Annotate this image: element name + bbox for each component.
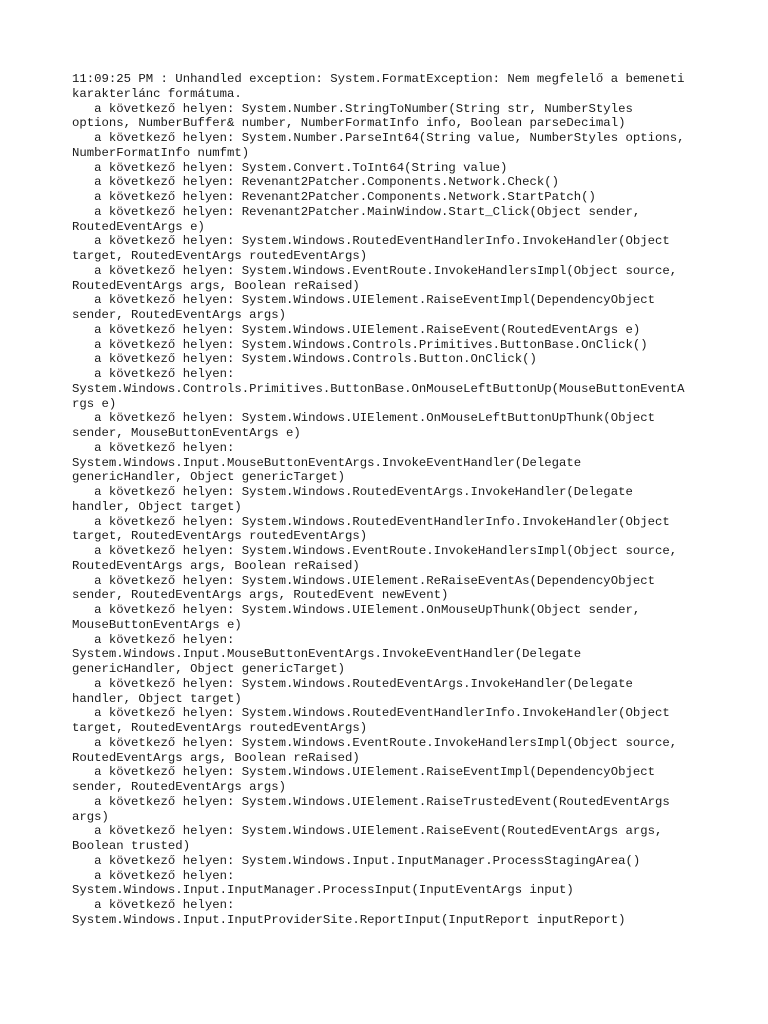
log-line: a következő helyen: Revenant2Patcher.Components.Network.StartPatch() xyxy=(72,190,596,204)
log-line: a következő helyen: xyxy=(72,632,235,647)
log-line: System.Windows.Input.InputProviderSite.ReportInput(InputReport inputReport) xyxy=(72,912,626,927)
log-line: a következő helyen: xyxy=(72,898,235,912)
log-line: a következő helyen: System.Convert.ToInt64(String value) xyxy=(72,160,508,175)
log-line: a következő helyen: System.Windows.UIElement.RaiseTrustedEvent(RoutedEventArgs xyxy=(72,794,670,809)
log-line: a következő helyen: System.Windows.UIElement.RaiseEventImpl(DependencyObject xyxy=(72,765,655,780)
log-line: a következő helyen: System.Windows.RoutedEventHandlerInfo.InvokeHandler(Object xyxy=(72,706,670,721)
log-line: RoutedEventArgs args, Boolean reRaised) xyxy=(72,558,360,573)
log-line: a következő helyen: System.Windows.Controls.Button.OnClick() xyxy=(72,352,537,367)
log-line: a következő helyen: System.Windows.EventRoute.InvokeHandlersImpl(Object source, xyxy=(72,544,678,558)
document-page xyxy=(72,72,712,928)
log-line: NumberFormatInfo numfmt) xyxy=(72,145,250,160)
log-line: a következő helyen: System.Windows.UIElement.ReRaiseEventAs(DependencyObject xyxy=(72,573,655,588)
log-line: sender, RoutedEventArgs args) xyxy=(72,780,287,794)
log-line: a következő helyen: Revenant2Patcher.MainWindow.Start_Click(Object sender, xyxy=(72,204,641,219)
log-line: System.Windows.Input.MouseButtonEventArgs.InvokeEventHandler(Delegate xyxy=(72,647,582,662)
log-line: a következő helyen: System.Windows.UIElement.RaiseEvent(RoutedEventArgs args, xyxy=(72,824,663,839)
log-line: target, RoutedEventArgs routedEventArgs) xyxy=(72,721,368,735)
log-line: genericHandler, Object genericTarget) xyxy=(72,662,346,676)
log-line: handler, Object target) xyxy=(72,691,242,706)
log-line: handler, Object target) xyxy=(72,499,242,514)
log-line: a következő helyen: System.Number.ParseInt64(String value, NumberStyles options, xyxy=(72,131,685,145)
log-line: MouseButtonEventArgs e) xyxy=(72,617,242,632)
log-line: a következő helyen: System.Windows.RoutedEventArgs.InvokeHandler(Delegate xyxy=(72,485,633,499)
log-line: a következő helyen: xyxy=(72,440,235,455)
log-line: RoutedEventArgs args, Boolean reRaised) xyxy=(72,750,360,765)
log-line: a következő helyen: System.Windows.RoutedEventHandlerInfo.InvokeHandler(Object xyxy=(72,234,670,249)
log-line: a következő helyen: System.Windows.UIElement.OnMouseLeftButtonUpThunk(Object xyxy=(72,411,655,426)
log-line: a következő helyen: System.Number.StringToNumber(String str, NumberStyles xyxy=(72,101,633,116)
log-line: genericHandler, Object genericTarget) xyxy=(72,470,346,485)
log-line: a következő helyen: xyxy=(72,367,235,381)
log-line: a következő helyen: System.Windows.UIElement.RaiseEvent(RoutedEventArgs e) xyxy=(72,322,641,337)
log-line: a következő helyen: System.Windows.RoutedEventArgs.InvokeHandler(Delegate xyxy=(72,676,633,691)
log-line: a következő helyen: System.Windows.RoutedEventHandlerInfo.InvokeHandler(Object xyxy=(72,514,670,529)
log-line: RoutedEventArgs args, Boolean reRaised) xyxy=(72,278,360,293)
log-line: Boolean trusted) xyxy=(72,839,191,853)
log-line: sender, MouseButtonEventArgs e) xyxy=(72,426,301,440)
log-line: args) xyxy=(72,809,109,824)
log-line: System.Windows.Input.MouseButtonEventArgs.InvokeEventHandler(Delegate xyxy=(72,455,582,470)
log-line: a következő helyen: System.Windows.Input.InputManager.ProcessStagingArea() xyxy=(72,853,641,868)
log-line: karakterlánc formátuma. xyxy=(72,86,242,101)
log-line: options, NumberBuffer& number, NumberFormatInfo info, Boolean parseDecimal) xyxy=(72,116,626,131)
log-line: 11:09:25 PM : Unhandled exception: System.FormatException: Nem megfelelő a bemeneti xyxy=(72,72,685,86)
log-line: a következő helyen: System.Windows.UIElement.RaiseEventImpl(DependencyObject xyxy=(72,293,655,308)
log-line: a következő helyen: System.Windows.UIElement.OnMouseUpThunk(Object sender, xyxy=(72,603,641,617)
log-line: a következő helyen: System.Windows.EventRoute.InvokeHandlersImpl(Object source, xyxy=(72,263,678,278)
log-line: sender, RoutedEventArgs args) xyxy=(72,308,287,322)
log-line: sender, RoutedEventArgs args, RoutedEvent newEvent) xyxy=(72,588,449,603)
log-line: target, RoutedEventArgs routedEventArgs) xyxy=(72,529,368,544)
log-line: a következő helyen: System.Windows.Controls.Primitives.ButtonBase.OnClick() xyxy=(72,337,648,352)
log-line: a következő helyen: xyxy=(72,868,235,883)
log-line: target, RoutedEventArgs routedEventArgs) xyxy=(72,249,368,263)
log-line: rgs e) xyxy=(72,396,117,411)
log-line: System.Windows.Controls.Primitives.ButtonBase.OnMouseLeftButtonUp(MouseButtonEventA xyxy=(72,381,685,396)
log-line: RoutedEventArgs e) xyxy=(72,219,205,234)
log-line: a következő helyen: Revenant2Patcher.Components.Network.Check() xyxy=(72,175,560,190)
log-line: a következő helyen: System.Windows.EventRoute.InvokeHandlersImpl(Object source, xyxy=(72,735,678,750)
log-line: System.Windows.Input.InputManager.ProcessInput(InputEventArgs input) xyxy=(72,883,574,898)
